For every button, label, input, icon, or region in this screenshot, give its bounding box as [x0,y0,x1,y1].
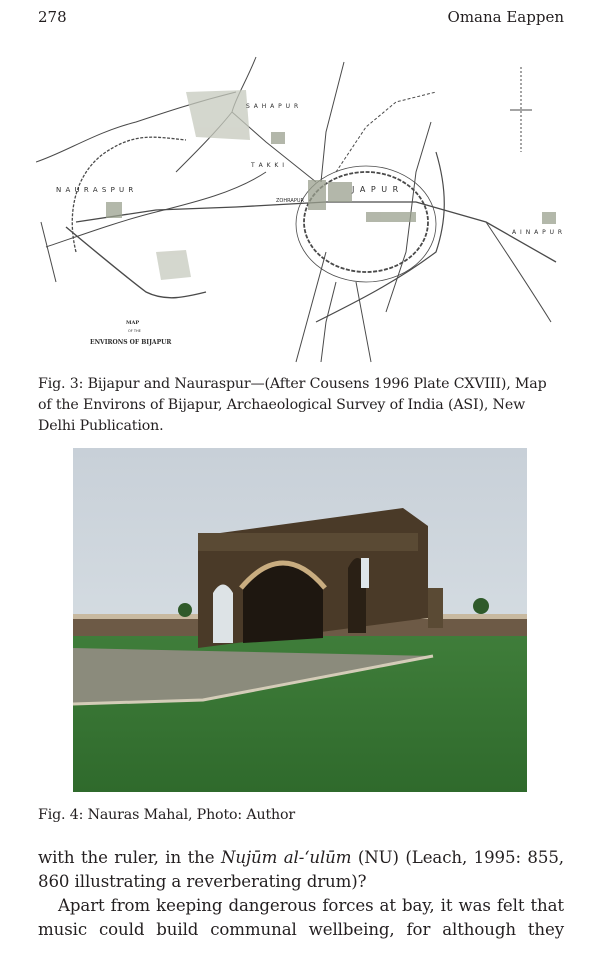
map-title-line2: OF THE [128,329,141,333]
label-zohrapur: ZOHRAPUR [276,198,304,204]
map-title-line1: MAP [126,320,140,326]
figure-4-caption: Fig. 4: Nauras Mahal, Photo: Author [38,807,296,823]
label-takki: T A K K I [251,162,286,169]
page-number: 278 [38,8,67,26]
photo-image [73,448,527,792]
label-ainapur: A I N A P U R [512,229,564,236]
nauras-mahal-photo [73,448,527,792]
label-shahapur: S A H A P U R [246,103,300,110]
label-bijapur: J A P U R [352,185,400,194]
running-head-author: Omana Eappen [447,8,564,26]
map-title-line3: ENVIRONS OF BIJAPUR [90,339,172,346]
paragraph-1: with the ruler, in the Nujūm al-‘ulūm (NU) (Leach, 1995: 855, 860 illustrating a reverberating drum)? [38,848,564,891]
body-text [38,846,564,942]
paragraph-2: Apart from keeping dangerous forces at bay, it was felt that music could build communal wellbeing, for although they [38,896,564,939]
page-header [38,6,564,28]
label-nauraspur: N A U R A S P U R [56,186,135,194]
figure-3-caption: Fig. 3: Bijapur and Nauraspur—(After Cousens 1996 Plate CXVIII), Map of the Environs of Bijapur, Archaeological Survey of India (ASI), New Delhi Publication. [38,376,547,434]
map-figure [36,52,570,364]
italic-title-nujum: Nujūm al-‘ulūm [220,848,352,867]
environs-of-bijapur-map [36,52,570,364]
